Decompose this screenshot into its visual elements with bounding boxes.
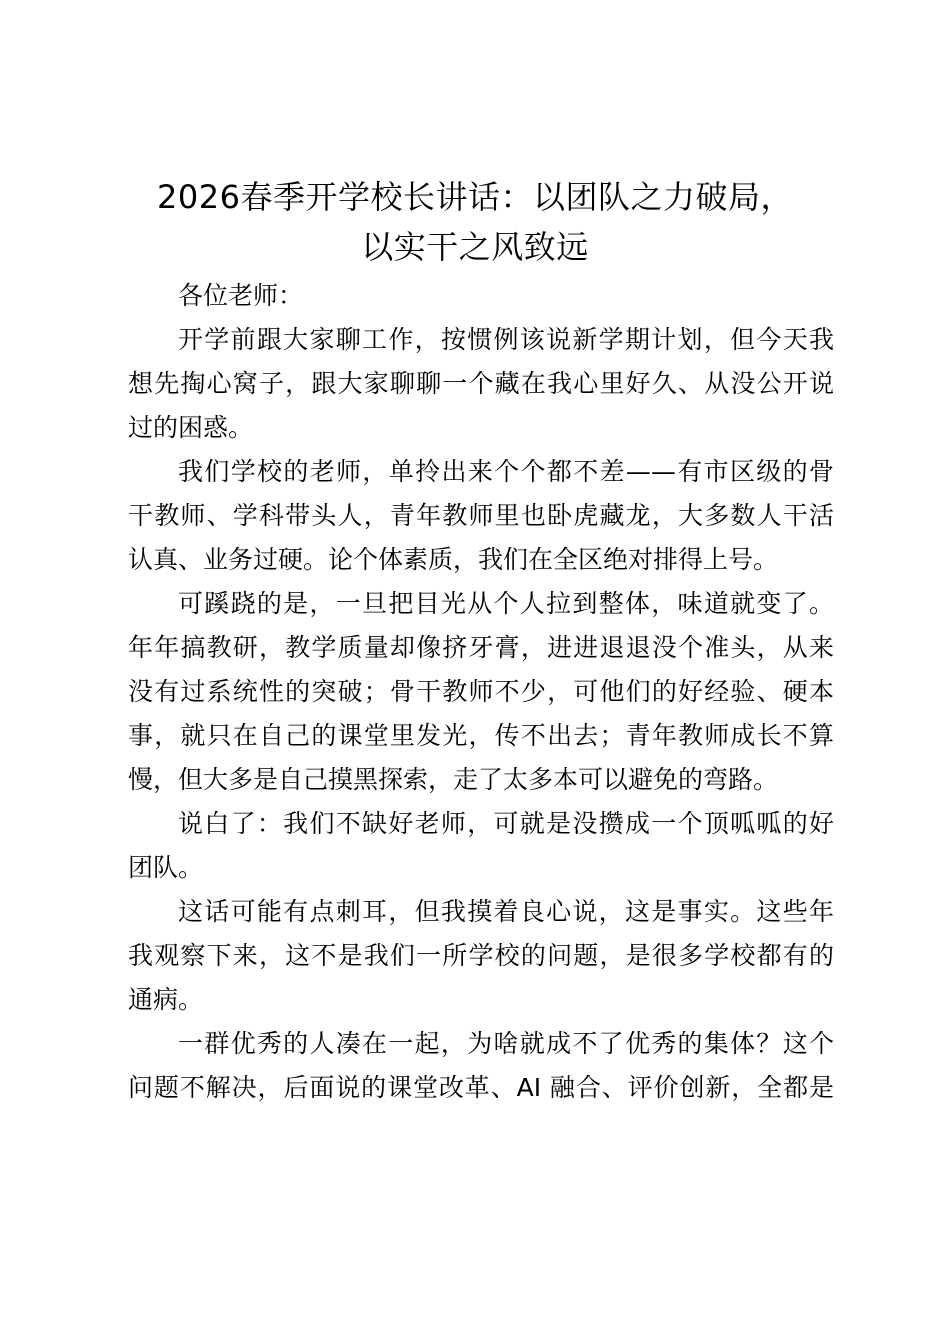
paragraph-line: 各位老师：: [178, 281, 304, 310]
paragraph-line: 开学前跟大家聊工作，按惯例该说新学期计划，但今天我: [178, 325, 834, 354]
salutation: [128, 274, 834, 318]
title-line-1: 2026春季开学校长讲话：以团队之力破局，: [157, 178, 793, 216]
paragraph: [128, 1022, 834, 1110]
document-title: [100, 172, 850, 272]
paragraph-line: 团队。: [128, 853, 204, 882]
paragraph-line: 事，就只在自己的课堂里发光，传不出去；青年教师成长不算: [128, 721, 834, 750]
paragraph-line: 说白了：我们不缺好老师，可就是没攒成一个顶呱呱的好: [178, 809, 834, 838]
paragraph-line: 我们学校的老师，单拎出来个个都不差——有市区级的骨: [178, 457, 834, 486]
paragraph-line: 通病。: [128, 985, 204, 1014]
paragraph: [128, 450, 834, 582]
paragraph-line: 这话可能有点刺耳，但我摸着良心说，这是事实。这些年: [178, 897, 834, 926]
paragraph-line: 我观察下来，这不是我们一所学校的问题，是很多学校都有的: [128, 941, 834, 970]
paragraph-line: 问题不解决，后面说的课堂改革、AI 融合、评价创新，全都是: [128, 1073, 834, 1102]
paragraph-line: 认真、业务过硬。论个体素质，我们在全区绝对排得上号。: [128, 545, 779, 574]
paragraph-line: 干教师、学科带头人，青年教师里也卧虎藏龙，大多数人干活: [128, 501, 834, 530]
paragraph-line: 想先掏心窝子，跟大家聊聊一个藏在我心里好久、从没公开说: [128, 369, 834, 398]
document-body: [128, 274, 834, 1110]
paragraph: [128, 802, 834, 890]
paragraph-line: 可蹊跷的是，一旦把目光从个人拉到整体，味道就变了。: [178, 589, 834, 618]
paragraph-line: 一群优秀的人凑在一起，为啥就成不了优秀的集体？这个: [178, 1029, 834, 1058]
paragraph: [128, 890, 834, 1022]
paragraph: [128, 318, 834, 450]
paragraph-line: 慢，但大多是自己摸黑探索，走了太多本可以避免的弯路。: [128, 765, 779, 794]
paragraph-line: 过的困惑。: [128, 413, 254, 442]
paragraph: [128, 582, 834, 802]
paragraph-line: 没有过系统性的突破；骨干教师不少，可他们的好经验、硬本: [128, 677, 834, 706]
title-line-2: 以实干之风致远: [361, 228, 589, 266]
paragraph-line: 年年搞教研，教学质量却像挤牙膏，进进退退没个准头，从来: [128, 633, 834, 662]
